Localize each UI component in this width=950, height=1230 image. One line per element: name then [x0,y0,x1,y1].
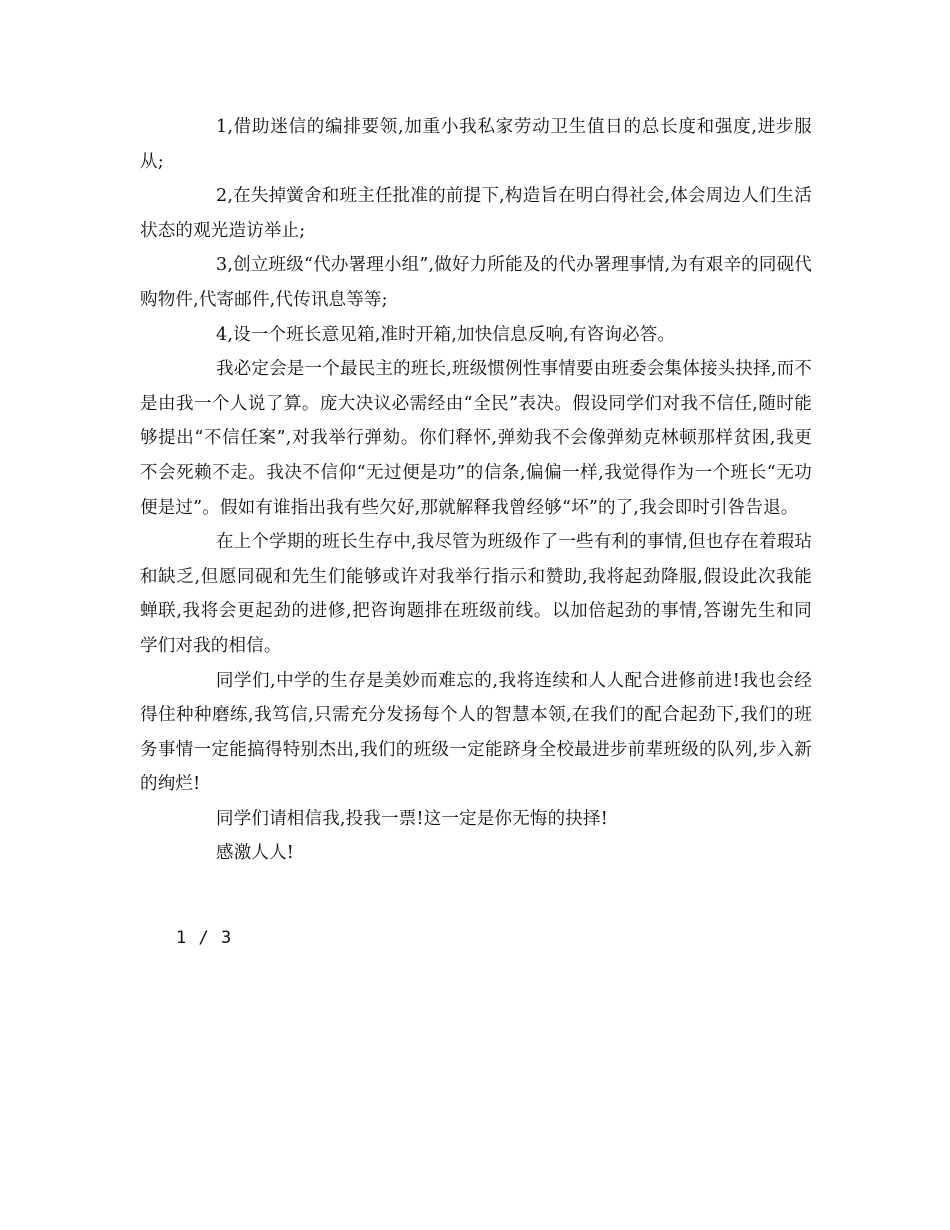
page-number: 1 / 3 [176,928,233,948]
paragraph-last-term: 在上个学期的班长生存中,我尽管为班级作了一些有利的事情,但也存在着瑕玷和缺乏,但愿同砚和先生们能够或许对我举行指示和赞助,我将起劲降服,假设此次我能蝉联,我将会更起劲的进修,把咨询题排在班级前线。以加倍起劲的事情,答谢先生和同学们对我的相信。 [140,532,812,656]
paragraph-vote-appeal: 同学们请相信我,投我一票!这一定是你无悔的抉择! [216,808,608,829]
paragraph-item-2: 2,在失掉黉舍和班主任批准的前提下,构造旨在明白得社会,体会周边人们生活状态的观光造访举止; [140,186,812,241]
paragraph-thanks: 感激人人! [216,843,295,864]
document-body [140,110,812,871]
paragraph-item-4: 4,设一个班长意见箱,准时开箱,加快信息反响,有咨询必答。 [216,324,676,345]
paragraph-democratic-monitor: 我必定会是一个最民主的班长,班级惯例性事情要由班委会集体接头抉择,而不是由我一个人说了算。庞大决议必需经由“全民”表决。假设同学们对我不信任,随时能够提出“不信任案”,对我举行弹劾。你们释怀,弹劾我不会像弹劾克林顿那样贫困,我更不会死赖不走。我决不信仰“无过便是功”的信条,偏偏一样,我觉得作为一个班长“无功便是过”。假如有谁指出我有些欠好,那就解释我曾经够“坏”的了,我会即时引咎告退。 [140,359,812,518]
paragraph-item-1: 1,借助迷信的编排要领,加重小我私家劳动卫生值日的总长度和强度,进步服从; [140,117,812,172]
paragraph-classmates: 同学们,中学的生存是美妙而难忘的,我将连续和人人配合进修前进!我也会经得住种种磨练,我笃信,只需充分发扬每个人的智慧本领,在我们的配合起劲下,我们的班务事情一定能搞得特别杰出,我们的班级一定能跻身全校最进步前辈班级的队列,步入新的绚烂! [140,670,812,795]
paragraph-item-3: 3,创立班级“代办署理小组”,做好力所能及的代办署理事情,为有艰辛的同砚代购物件,代寄邮件,代传讯息等等; [140,255,812,310]
